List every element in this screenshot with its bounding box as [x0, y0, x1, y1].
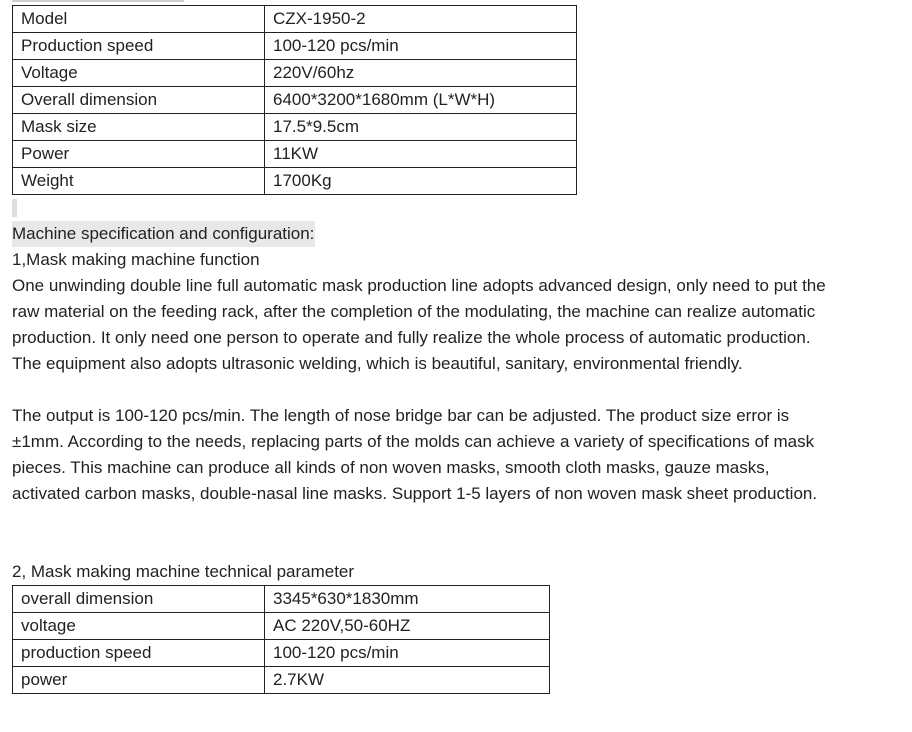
table-row	[13, 613, 550, 640]
spec-label: Power	[13, 141, 265, 168]
table-row	[13, 114, 577, 141]
function-paragraph-2: The output is 100-120 pcs/min. The length of nose bridge bar can be adjusted. The product size error is ±1mm. According to the needs, replacing parts of the molds can achieve a variety of specifications of mask pieces. This machine can produce all kinds of non woven masks, smooth cloth masks, gauze masks, activated carbon masks, double-nasal line masks. Support 1-5 layers of non woven mask sheet production.	[12, 406, 818, 503]
spec-table-main	[12, 5, 577, 195]
section-heading: Machine specification and configuration:	[12, 221, 315, 247]
table-row	[13, 667, 550, 694]
parameter-table	[12, 585, 550, 694]
function-paragraph-1: One unwinding double line full automatic mask production line adopts advanced design, only need to put the raw material on the feeding rack, after the completion of the modulating, the machine can realize automatic production. It only need one person to operate and fully realize the whole process of automatic production. The equipment also adopts ultrasonic welding, which is beautiful, sanitary, environmental friendly.	[12, 276, 826, 373]
table-row	[13, 87, 577, 114]
param-label: overall dimension	[13, 586, 265, 613]
param-value: AC 220V,50-60HZ	[265, 613, 550, 640]
text-cursor-marker	[12, 199, 17, 217]
table-row	[13, 168, 577, 195]
table-row	[13, 33, 577, 60]
spec-label: Mask size	[13, 114, 265, 141]
param-label: voltage	[13, 613, 265, 640]
spec-value: 220V/60hz	[265, 60, 577, 87]
spec-value: 6400*3200*1680mm (L*W*H)	[265, 87, 577, 114]
table-row	[13, 141, 577, 168]
top-divider	[12, 0, 184, 2]
param-value: 100-120 pcs/min	[265, 640, 550, 667]
function-title: 1,Mask making machine function	[12, 250, 260, 269]
spec-label: Voltage	[13, 60, 265, 87]
spec-label: Production speed	[13, 33, 265, 60]
table-row	[13, 60, 577, 87]
parameter-title: 2, Mask making machine technical parameter	[12, 562, 355, 581]
spec-label: Weight	[13, 168, 265, 195]
spec-value: 1700Kg	[265, 168, 577, 195]
table-row	[13, 586, 550, 613]
spec-value: 17.5*9.5cm	[265, 114, 577, 141]
spec-label: Model	[13, 6, 265, 33]
table-row	[13, 6, 577, 33]
param-label: production speed	[13, 640, 265, 667]
table-row	[13, 640, 550, 667]
spec-value: 100-120 pcs/min	[265, 33, 577, 60]
param-value: 3345*630*1830mm	[265, 586, 550, 613]
spec-label: Overall dimension	[13, 87, 265, 114]
param-value: 2.7KW	[265, 667, 550, 694]
param-label: power	[13, 667, 265, 694]
spec-value: CZX-1950-2	[265, 6, 577, 33]
spec-value: 11KW	[265, 141, 577, 168]
